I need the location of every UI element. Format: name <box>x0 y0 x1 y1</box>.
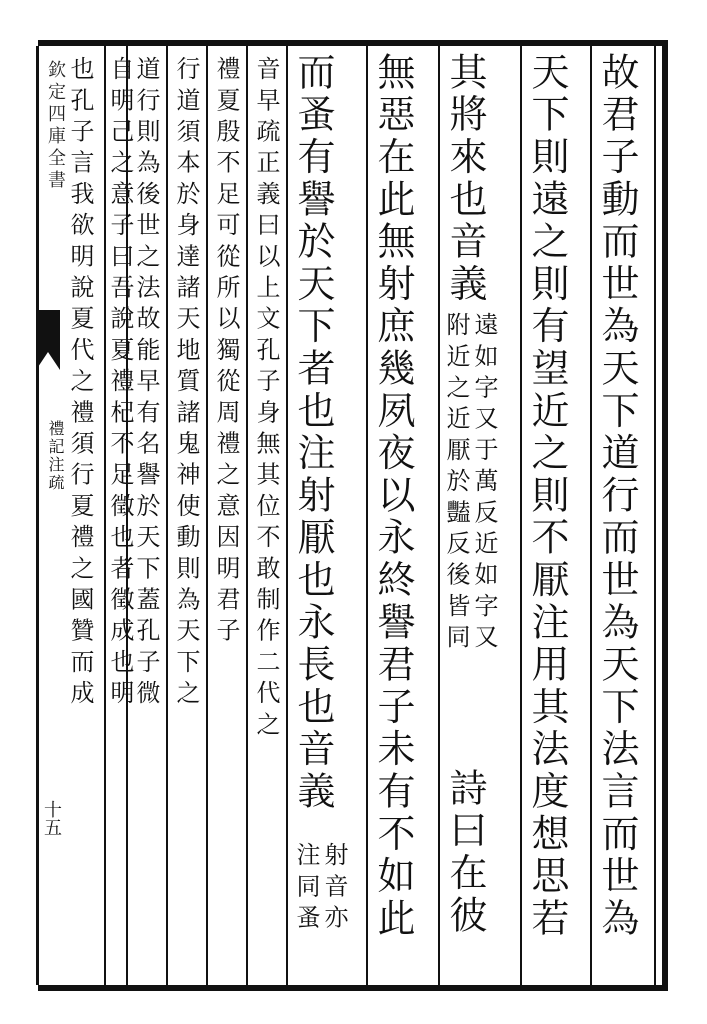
annotation-column-3a: 遠如字又于萬反近如字又 <box>470 312 498 656</box>
fish-tail-ornament <box>36 310 60 370</box>
column-rule <box>438 46 440 985</box>
column-rule <box>206 46 208 985</box>
page-margin <box>0 46 38 985</box>
commentary-column-7: 禮夏殷不足可從所以獨從周禮之意因明君子 <box>212 56 240 649</box>
column-rule <box>520 46 522 985</box>
text-column-1: 故君子動而世為天下道行而世為天下法言而世為 <box>595 52 639 941</box>
column-rule <box>366 46 368 985</box>
column-rule <box>590 46 592 985</box>
commentary-column-10: 自明己之意子曰吾說夏禮杞不足徵也者徵成也明 <box>106 56 134 712</box>
column-rule <box>246 46 248 985</box>
frame-bottom-border <box>38 985 668 991</box>
text-column-5-main: 而蚤有譽於天下者也注射厭也永長也音義 <box>291 52 335 814</box>
commentary-column-6: 音早疏正義曰以上文孔子身無其位不敢制作二代之 <box>252 56 280 743</box>
text-column-2: 天下則遠之則有望近之則不厭注用其法度想思若 <box>525 52 569 941</box>
annotation-column-5b: 注同蚤 <box>292 842 320 936</box>
column-rule <box>286 46 288 985</box>
annotation-column-5a: 射音亦 <box>320 842 348 936</box>
commentary-column-9: 道行則為後世之法故能早有名譽於天下蓋孔子微 <box>132 56 160 712</box>
text-column-3-main: 其將來也音義 <box>443 52 487 306</box>
margin-header: 欽定四庫全書 <box>45 60 66 192</box>
frame-right-border <box>662 40 668 991</box>
annotation-column-3b: 附近之近厭於豔反後皆同 <box>442 312 470 656</box>
frame-right-inner-border <box>654 46 656 985</box>
column-rule <box>166 46 168 985</box>
folio-number: 十五 <box>41 800 62 836</box>
frame-top-border <box>38 40 668 46</box>
text-column-4: 無惡在此無射庶幾夙夜以永終譽君子未有不如此 <box>371 52 415 941</box>
commentary-column-8: 行道須本於身達諸天地質諸鬼神使動則為天下之 <box>172 56 200 712</box>
margin-rubric: 禮記注疏 <box>46 420 65 492</box>
commentary-column-11: 也孔子言我欲明說夏代之禮須行夏禮之國贊而成 <box>66 56 94 712</box>
text-column-3-end: 詩曰在彼 <box>443 768 487 938</box>
margin-rule <box>36 46 39 985</box>
